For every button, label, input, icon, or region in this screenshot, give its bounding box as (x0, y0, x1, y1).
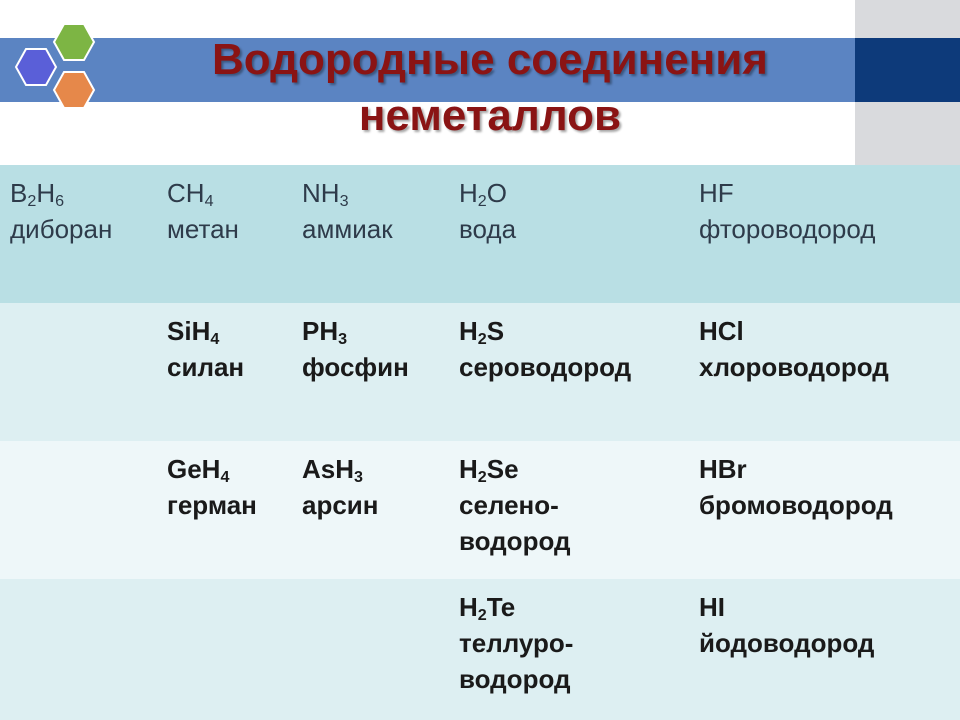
compound-cell (699, 451, 893, 523)
compound-name: диборан (10, 214, 113, 244)
table-row (0, 165, 960, 303)
compound-formula: AsH$_3$ (302, 454, 363, 487)
compound-formula: HBr (699, 454, 747, 484)
compound-name: сероводород (459, 352, 632, 382)
compound-name: фосфин (302, 352, 409, 382)
compound-name: фтороводород (699, 214, 876, 244)
compound-formula: $H_2O$ (459, 178, 507, 211)
compound-name: арсин (302, 490, 379, 520)
compound-name: водород (459, 664, 571, 694)
compound-name: водород (459, 526, 571, 556)
compound-name: йодоводород (699, 628, 875, 658)
compound-name: метан (167, 214, 239, 244)
hexagon-orange-icon (54, 72, 94, 108)
compound-cell (459, 589, 573, 697)
table-row (0, 441, 960, 579)
compound-name: силан (167, 352, 245, 382)
compound-cell (302, 175, 393, 247)
title-line-2: неметаллов (358, 91, 622, 140)
page-title (110, 32, 870, 144)
compound-cell (167, 451, 257, 523)
compound-formula: $CH_4$ (167, 178, 214, 211)
compound-cell (459, 175, 516, 247)
compound-name: теллуро- (459, 628, 574, 658)
compound-name: хлороводород (699, 352, 889, 382)
compound-cell (302, 313, 409, 385)
table-row (0, 303, 960, 441)
compound-formula: SiH$_4$ (167, 316, 220, 349)
compound-cell (699, 313, 889, 385)
table-row (0, 579, 960, 720)
slide-header (0, 0, 960, 165)
compounds-table (0, 165, 960, 720)
compound-formula: HCl (699, 316, 744, 346)
compound-name: бромоводород (699, 490, 893, 520)
title-line-1: Водородные соединения (212, 35, 768, 84)
compound-formula: $B_2H_6$ (10, 178, 65, 211)
compound-formula: $PH_3$ (302, 316, 348, 349)
compound-formula: GeH$_4$ (167, 454, 230, 487)
compound-cell (459, 313, 631, 385)
compound-formula: $H_2Te$ (459, 592, 516, 625)
hexagon-blue-icon (16, 49, 56, 85)
compound-name: аммиак (302, 214, 393, 244)
compound-name: вода (459, 214, 517, 244)
compound-cell (459, 451, 571, 559)
compound-cell (167, 313, 244, 385)
title-band-accent (855, 38, 960, 102)
compound-cell (10, 175, 112, 247)
compound-formula: HF (699, 178, 734, 208)
hexagon-green-icon (54, 24, 94, 60)
compound-cell (167, 175, 239, 247)
compound-formula: $NH_3$ (302, 178, 349, 211)
compound-formula: $H_2S$ (459, 316, 505, 349)
compound-name: селено- (459, 490, 559, 520)
compound-cell (699, 589, 874, 661)
compound-formula: $H_2Se$ (459, 454, 519, 487)
compound-cell (699, 175, 875, 247)
compound-cell (302, 451, 379, 523)
compound-name: герман (167, 490, 257, 520)
hexagons-logo-icon (10, 20, 110, 115)
compound-formula: HI (699, 592, 725, 622)
